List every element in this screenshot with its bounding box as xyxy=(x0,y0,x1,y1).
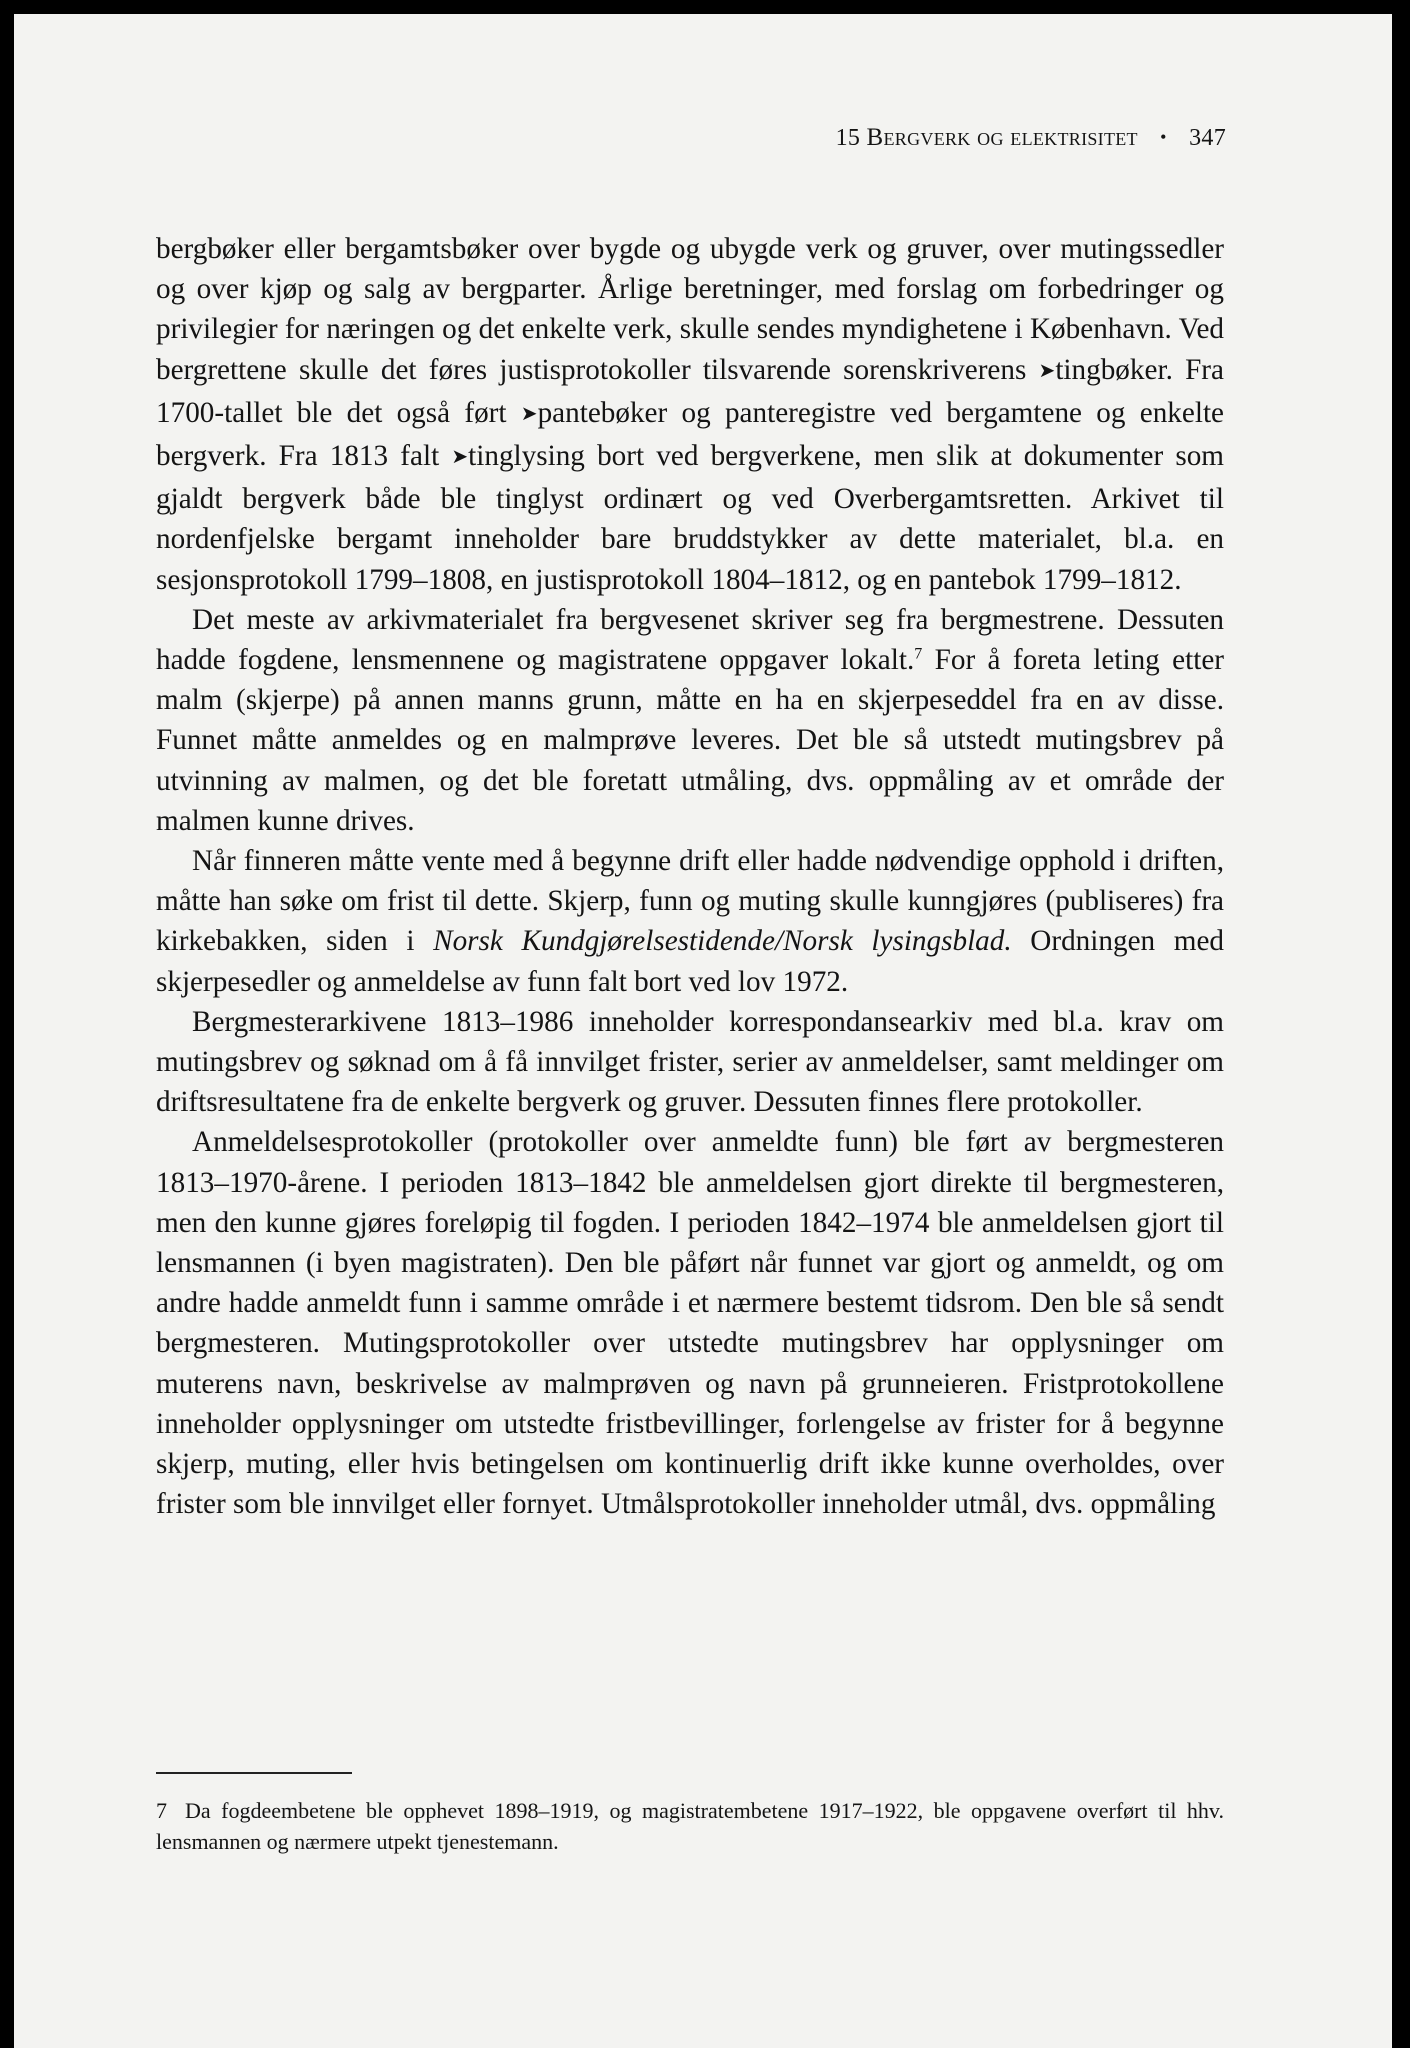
publication-title: Norsk Kundgjørelsestidende/Norsk lysingsblad. xyxy=(433,925,1012,958)
chapter-title: Bergverk og elektrisitet xyxy=(866,124,1138,151)
footnote-divider xyxy=(156,1772,352,1774)
book-page xyxy=(14,14,1392,2048)
paragraph-5: Anmeldelsesprotokoller (protokoller over anmeldte funn) ble ført av bergmesteren 1813–1970-årene. I perioden 1813–1842 ble anmeldelsen gjort direkte til bergmesteren, men den kunne gjøres foreløpig til fogden. I perioden 1842–1974 ble anmeldelsen gjort til lensmannen (i byen magistraten). Den ble påført når funnet var gjort og anmeldt, og om andre hadde anmeldt funn i samme område i et nærmere bestemt tidsrom. Den ble så sendt bergmesteren. Mutingsprotokoller over utstedte mutingsbrev har opplysninger om muterens navn, beskrivelse av malmprøven og navn på grunneieren. Fristprotokollene inneholder opplysninger om utstedte fristbevillinger, forlengelse av frister for å begynne skjerp, muting, eller hvis betingelsen om kontinuerlig drift ikke kunne overholdes, over frister som ble innvilget eller fornyet. Utmålsprotokoller inneholder utmål, dvs. oppmåling xyxy=(156,1126,1224,1521)
footnote xyxy=(156,1795,1224,1857)
paragraph-4: Bergmesterarkivene 1813–1986 inneholder korrespondansearkiv med bl.a. krav om mutingsbrev og søknad om å få innvilget frister, serier av anmeldelser, samt meldinger om driftsresultatene fra de enkelte bergverk og gruver. Dessuten finnes flere protokoller. xyxy=(156,1005,1224,1119)
body-text xyxy=(156,229,1224,1525)
arrow-right-icon: ➤ xyxy=(520,402,538,425)
running-header xyxy=(836,124,1226,152)
paragraph-3: Når finneren måtte vente med å begynne drift eller hadde nødvendige opphold i driften, måtte han søke om frist til dette. Skjerp, funn og muting skulle kunngjøres (publiseres) fra kirkebakken, siden i Norsk Kundgjørelsestidende/Norsk lysingsblad. Ordningen med skjerpesedler og anmeldelse av funn falt bort ved lov 1972. xyxy=(156,845,1224,998)
footnote-text: Da fogdeembetene ble opphevet 1898–1919, og magistratembetene 1917–1922, ble oppgavene overført til hhv. lensmannen og nærmere utpekt tjenestemann. xyxy=(156,1798,1224,1854)
footnote-marker: 7 xyxy=(914,645,923,663)
chapter-number: 15 xyxy=(835,125,861,151)
paragraph-1: bergbøker eller bergamtsbøker over bygde og ubygde verk og gruver, over mutingssedler og over kjøp og salg av bergparter. Årlige beretninger, med forslag om forbedringer og privilegier for næringen og det enkelte verk, skulle sendes myndighetene i København. Ved bergrettene skulle det føres justisprotokoller tilsvarende sorenskriverens ➤tingbøker. Fra 1700-tallet ble det også ført ➤pantebøker og panteregistre ved bergamtene og enkelte bergverk. Fra 1813 falt ➤tinglysing bort ved bergverkene, men slik at dokumenter som gjaldt bergverk både ble tinglyst ordinært og ved Overbergamtsretten. Arkivet til nordenfjelske bergamt inneholder bare bruddstykker av dette materialet, bl.a. en sesjonsprotokoll 1799–1808, en justisprotokoll 1804–1812, og en pantebok 1799–1812. xyxy=(156,233,1225,596)
arrow-right-icon: ➤ xyxy=(1038,359,1056,382)
arrow-right-icon: ➤ xyxy=(451,446,469,469)
page-number: 347 xyxy=(1189,125,1226,151)
paragraph-2: Det meste av arkivmaterialet fra bergvesenet skriver seg fra bergmestrene. Dessuten hadde fogdene, lensmennene og magistratene oppgaver lokalt.$^7$ For å foreta leting etter malm (skjerpe) på annen manns grunn, måtte en ha en skjerpeseddel fra en av disse. Funnet måtte anmeldes og en malmprøve leveres. Det ble så utstedt mutingsbrev på utvinning av malmen, og det ble foretatt utmåling, dvs. oppmåling av et område der malmen kunne drives. xyxy=(156,603,1224,837)
bullet-separator: • xyxy=(1160,127,1167,147)
footnote-number: 7 xyxy=(156,1798,167,1823)
